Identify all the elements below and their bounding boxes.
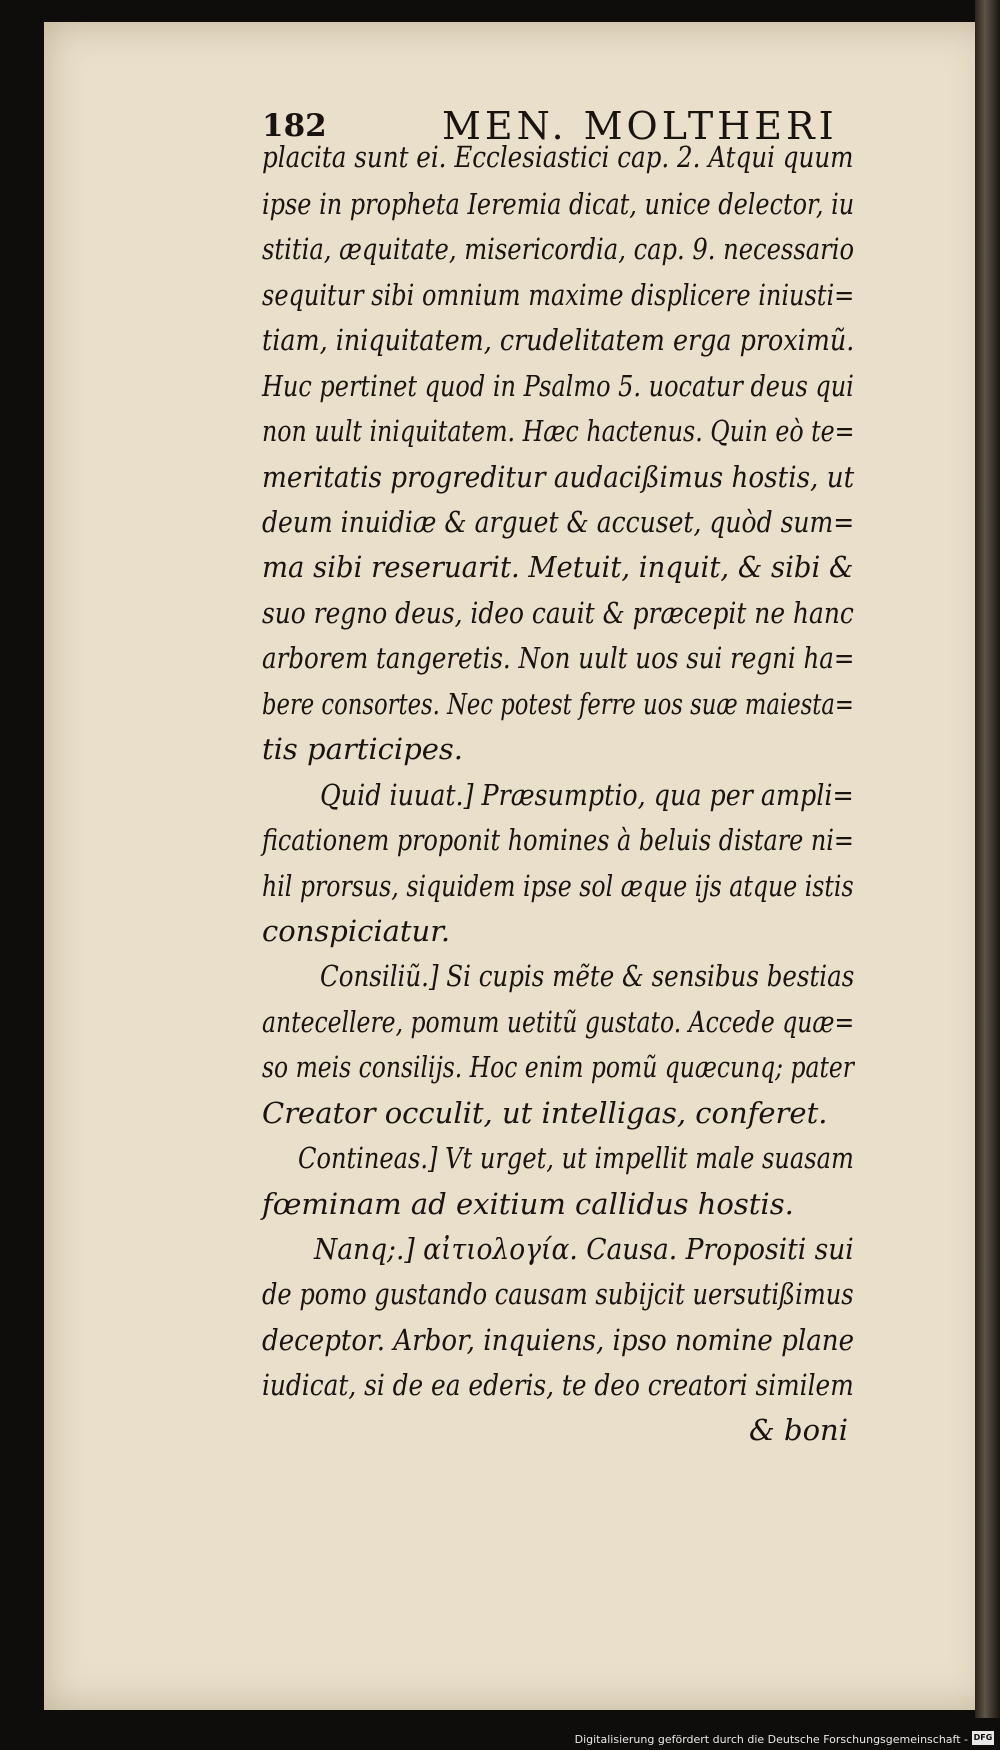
text-line: placita sunt ei. Ecclesiastici cap. 2. Atqui quum [262, 140, 854, 174]
text-line: Consiliũ.] Si cupis mẽte & sensibus bestias [320, 959, 855, 993]
text-line: Nanq;.] αἰτιολογία. Causa. Propositi sui [314, 1232, 854, 1266]
text-line: ficationem proponit homines à beluis distare ni= [262, 823, 854, 857]
text-line: deceptor. Arbor, inquiens, ipso nomine plane [262, 1323, 855, 1357]
text-line: ma sibi reseruarit. Metuit, inquit, & sibi & [262, 550, 854, 584]
book-page [44, 22, 992, 1710]
text-line: antecellere, pomum uetitũ gustato. Accede quæ= [262, 1005, 855, 1039]
text-line: meritatis progreditur audacißimus hostis, ut [262, 460, 855, 494]
text-line: tis participes. [262, 732, 464, 766]
digitization-credit: Digitalisierung gefördert durch die Deutsche Forschungsgemeinschaft - [574, 1733, 968, 1746]
text-line: deum inuidiæ & arguet & accuset, quòd sum= [262, 505, 855, 539]
text-line: fœminam ad exitium callidus hostis. [262, 1187, 794, 1221]
text-line: non uult iniquitatem. Hæc hactenus. Quin eò te= [262, 414, 855, 448]
book-spine-edge [975, 0, 1000, 1750]
text-line: Creator occulit, ut intelligas, conferet. [262, 1096, 828, 1130]
text-line: Quid iuuat.] Præsumptio, qua per ampli= [320, 778, 854, 812]
text-line: conspiciatur. [262, 914, 451, 948]
text-line: Huc pertinet quod in Psalmo 5. uocatur deus qui [262, 369, 854, 403]
text-line: bere consortes. Nec potest ferre uos suæ maiesta= [262, 687, 854, 721]
text-line: arborem tangeretis. Non uult uos sui regni ha= [262, 641, 855, 675]
text-line: so meis consilijs. Hoc enim pomũ quæcunq; pater [262, 1050, 854, 1084]
text-line: hil prorsus, siquidem ipse sol æque ijs atque istis [262, 869, 854, 903]
text-line: sequitur sibi omnium maxime displicere iniusti= [262, 278, 855, 312]
text-line: iudicat, si de ea ederis, te deo creatori similem [262, 1368, 854, 1402]
running-head: MEN. MOLTHERI [442, 104, 838, 148]
dfg-logo-icon: DFG [972, 1731, 994, 1745]
text-line: suo regno deus, ideo cauit & præcepit ne hanc [262, 596, 854, 630]
page-number: 182 [262, 108, 327, 144]
text-line: de pomo gustando causam subijcit uersutißimus [262, 1277, 854, 1311]
text-line: & boni [748, 1413, 848, 1447]
text-line: ipse in propheta Ieremia dicat, unice delector, iu [262, 187, 855, 221]
text-line: tiam, iniquitatem, crudelitatem erga proximũ. [262, 323, 855, 357]
text-line: stitia, æquitate, misericordia, cap. 9. necessario [262, 232, 855, 266]
text-line: Contineas.] Vt urget, ut impellit male suasam [298, 1141, 854, 1175]
